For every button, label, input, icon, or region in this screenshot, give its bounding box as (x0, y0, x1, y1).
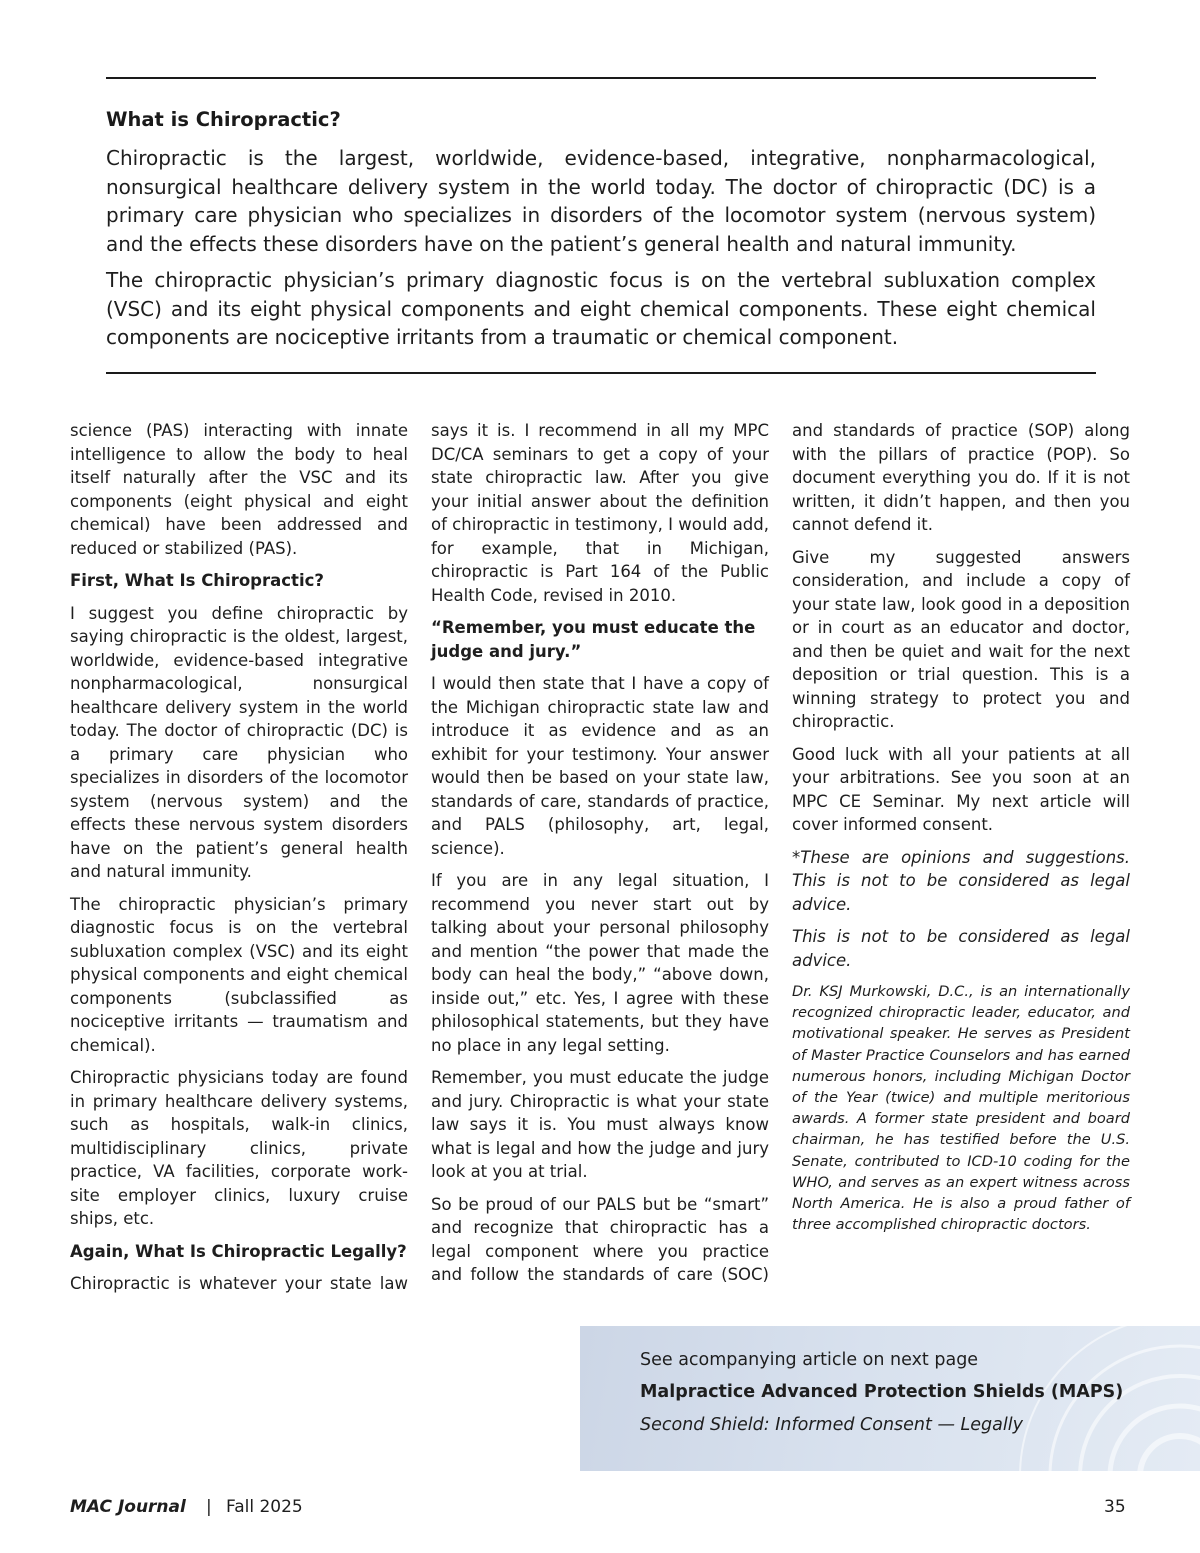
body-paragraph: The chiropractic physician’s primary diagnostic focus is on the vertebral subluxation complex (VSC) and its eight physical components and eight chemical components (subclassified as nociceptive irritants — traumatism and chemical). (70, 894, 408, 1055)
body-paragraph: Chiropractic physicians today are found in primary healthcare delivery systems, such as hospitals, walk-in clinics, multidisciplinary clinics, private practice, VA facilities, corporate work-site employer clinics, luxury cruise ships, etc. (70, 1068, 408, 1228)
box-bottom-rule (106, 372, 1096, 374)
box-top-rule (106, 77, 1096, 79)
author-bio: Dr. KSJ Murkowski, D.C., is an internationally recognized chiropractic leader, educator, and motivational speaker. He serves as President of Master Practice Counselors and has earned numerous honors, including Michigan Doctor of the Year (twice) and multiple meritorious awards. A former state president and board chairman, he has testified before the U.S. Senate, contributed to ICD-10 coding for the WHO, and serves as an expert witness across North America. He is also a proud father of three accomplished chiropractic doctors. (792, 983, 1130, 1234)
next-article-callout (580, 1326, 1200, 1471)
body-paragraph: says it is. I recommend in all my MPC DC/CA seminars to get a copy of your state chiropractic law. After you give your initial answer about the definition of chiropractic in testimony, I would add, for example, that in Michigan, chiropractic is Part 164 of the Public Health Code, revised in 2010. (431, 421, 769, 605)
body-paragraph: science (PAS) interacting with innate intelligence to allow the body to heal itself naturally after the VSC and its components (eight physical and eight chemical) have been addressed and reduced or stabilized (PAS). (70, 421, 408, 558)
body-paragraph: So be proud of our PALS but be “smart” and recognize that chiropractic has a legal component where you practice and follow the standards of care (SOC) (431, 1194, 769, 1284)
callout-intro: See acompanying article on next page (640, 1350, 979, 1370)
article-column-2 (431, 419, 769, 1296)
article-column-3 (792, 419, 1130, 1244)
body-paragraph: Give my suggested answers consideration, and include a copy of your state law, look good in a deposition or in court as an educator and doctor, and then be quiet and wait for the next deposition or trial question. This is a winning strategy to protect you and chiropractic. (792, 547, 1130, 731)
callout-article-subtitle: Second Shield: Informed Consent — Legally (640, 1415, 1023, 1435)
body-paragraph: Good luck with all your patients at all your arbitrations. See you soon at an MPC CE Seminar. My next article will cover informed consent. (792, 744, 1130, 834)
section-heading: Again, What Is Chiropractic Legally? (70, 1241, 407, 1261)
box-paragraph: The chiropractic physician’s primary diagnostic focus is on the vertebral subluxation complex (VSC) and its eight physical components and eight chemical components. These eight chemical components are nociceptive irritants from a traumatic or chemical component. (106, 268, 1096, 349)
callout-article-title: Malpractice Advanced Protection Shields (MAPS) (640, 1382, 1124, 1402)
disclaimer-note: *These are opinions and suggestions. This is not to be considered as legal advice. (792, 847, 1130, 914)
footer-journal-name: MAC Journal (70, 1497, 186, 1517)
body-paragraph: I suggest you define chiropractic by saying chiropractic is the oldest, largest, worldwide, evidence-based integrative nonpharmacological, nonsurgical healthcare delivery system in the world today. The doctor of chiropractic (DC) is a primary care physician who specializes in disorders of the locomotor system (nervous system) and the effects these nervous system disorders have on the patient’s general health and natural immunity. (70, 603, 408, 881)
box-paragraph: Chiropractic is the largest, worldwide, evidence-based, integrative, nonpharmacological, nonsurgical healthcare delivery system in the world today. The doctor of chiropractic (DC) is a primary care physician who specializes in disorders of the locomotor system (nervous system) and the effects these disorders have on the patient’s general health and natural immunity. (106, 146, 1096, 256)
body-paragraph: and standards of practice (SOP) along with the pillars of practice (POP). So document everything you do. If it is not written, it didn’t happen, and then you cannot defend it. (792, 421, 1130, 534)
footer-issue: Fall 2025 (226, 1497, 303, 1517)
page-number: 35 (1104, 1497, 1126, 1517)
pull-quote-heading: “Remember, you must educate the judge and jury.” (431, 618, 756, 661)
box-title: What is Chiropractic? (106, 108, 341, 131)
article-column-1 (70, 419, 408, 1305)
footer-separator: | (206, 1497, 212, 1517)
disclaimer-note: This is not to be considered as legal advice. (792, 927, 1130, 970)
body-paragraph: Remember, you must educate the judge and jury. Chiropractic is what your state law says it is. You must always know what is legal and how the judge and jury look at you at trial. (431, 1068, 769, 1181)
body-paragraph: Chiropractic is whatever your state law (70, 1274, 408, 1293)
body-paragraph: If you are in any legal situation, I recommend you never start out by talking about your personal philosophy and mention “the power that made the body can heal the body,” “above down, inside out,” etc. Yes, I agree with these philosophical statements, but they have no place in any legal setting. (431, 871, 769, 1055)
body-paragraph: I would then state that I have a copy of the Michigan chiropractic state law and introduce it as evidence and as an exhibit for your testimony. Your answer would then be based on your state law, standards of care, standards of practice, and PALS (philosophy, art, legal, science). (431, 674, 769, 858)
section-heading: First, What Is Chiropractic? (70, 571, 324, 590)
